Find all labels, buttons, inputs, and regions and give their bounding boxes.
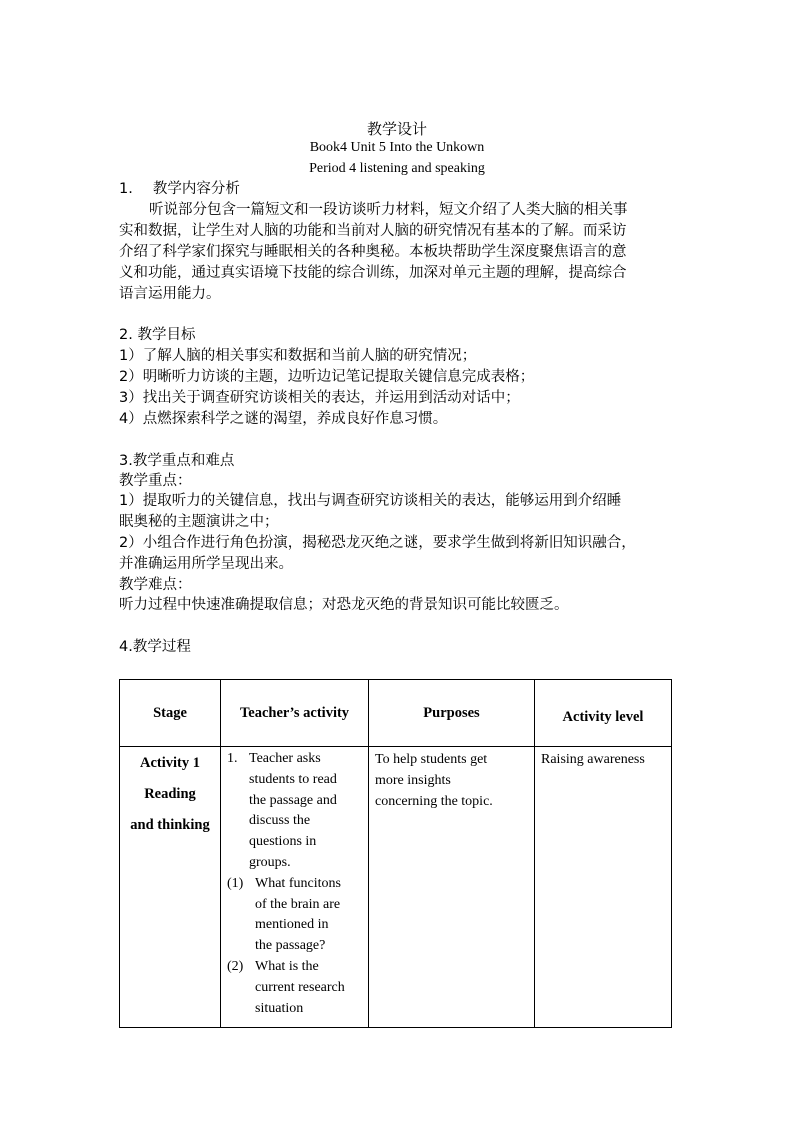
header-teacher-activity: Teacher’s activity	[221, 680, 369, 747]
key-point-line: 眠奥秘的主题演讲之中；	[119, 514, 279, 530]
section1-line: 听说部分包含一篇短文和一段访谈听力材料，短文介绍了人类大脑的相关事	[149, 202, 628, 218]
teaching-process-table	[119, 679, 672, 1028]
purposes-cell: To help students get more insights concerning the topic.	[369, 747, 535, 1028]
header-stage: Stage	[120, 680, 221, 747]
key-point-line: 并准确运用所学呈现出来。	[119, 556, 293, 572]
key-points-label: 教学重点：	[119, 473, 192, 489]
teacher-activity-cell	[221, 747, 369, 1028]
question-item: (1) What funcitons of the brain are mentioned in the passage?	[227, 875, 341, 954]
stage-cell	[120, 747, 221, 1028]
section3-heading: 3.教学重点和难点	[119, 453, 235, 469]
objective-item: 4）点燃探索科学之谜的渴望，养成良好作息习惯。	[119, 411, 448, 427]
section4-heading: 4.教学过程	[119, 639, 191, 655]
difficulty-label: 教学难点：	[119, 577, 192, 593]
table-row	[120, 747, 672, 1028]
unit-title: Book4 Unit 5 Into the Unkown	[309, 140, 485, 155]
stage-line: Reading	[144, 786, 196, 802]
objective-item: 3）找出关于调查研究访谈相关的表达，并运用到活动对话中；	[119, 390, 520, 406]
key-point-line: 1）提取听力的关键信息，找出与调查研究访谈相关的表达，能够运用到介绍睡	[119, 493, 622, 509]
objective-item: 1）了解人脑的相关事实和数据和当前人脑的研究情况；	[119, 348, 477, 364]
header-activity-level: Activity level	[535, 680, 672, 747]
question-item: (2) What is the current research situation	[227, 958, 345, 1016]
stage-line: Activity 1	[140, 755, 200, 771]
period-title: Period 4 listening and speaking	[309, 161, 485, 176]
activity-item: 1. Teacher asks students to read the passage and discuss the questions in groups.	[227, 751, 337, 870]
table-header-row	[120, 680, 672, 747]
key-point-line: 2）小组合作进行角色扮演，揭秘恐龙灭绝之谜，要求学生做到将新旧知识融合，	[119, 535, 636, 551]
section1-line: 介绍了科学家们探究与睡眠相关的各种奥秘。本板块帮助学生深度聚焦语言的意	[119, 244, 627, 260]
difficulty-line: 听力过程中快速准确提取信息；对恐龙灭绝的背景知识可能比较匮乏。	[119, 597, 569, 613]
header-purposes: Purposes	[369, 680, 535, 747]
document-title: 教学设计	[366, 120, 427, 138]
section1-line: 实和数据，让学生对人脑的功能和当前对人脑的研究情况有基本的了解。而采访	[119, 223, 627, 239]
section2-heading: 2. 教学目标	[119, 327, 196, 343]
section1-line: 语言运用能力。	[119, 286, 221, 302]
activity-level-cell: Raising awareness	[535, 747, 672, 1028]
section1-heading: 1. 教学内容分析	[119, 181, 240, 197]
stage-line: and thinking	[130, 817, 210, 833]
section1-line: 义和功能，通过真实语境下技能的综合训练，加深对单元主题的理解，提高综合	[119, 265, 627, 281]
objective-item: 2）明晰听力访谈的主题，边听边记笔记提取关键信息完成表格；	[119, 369, 535, 385]
